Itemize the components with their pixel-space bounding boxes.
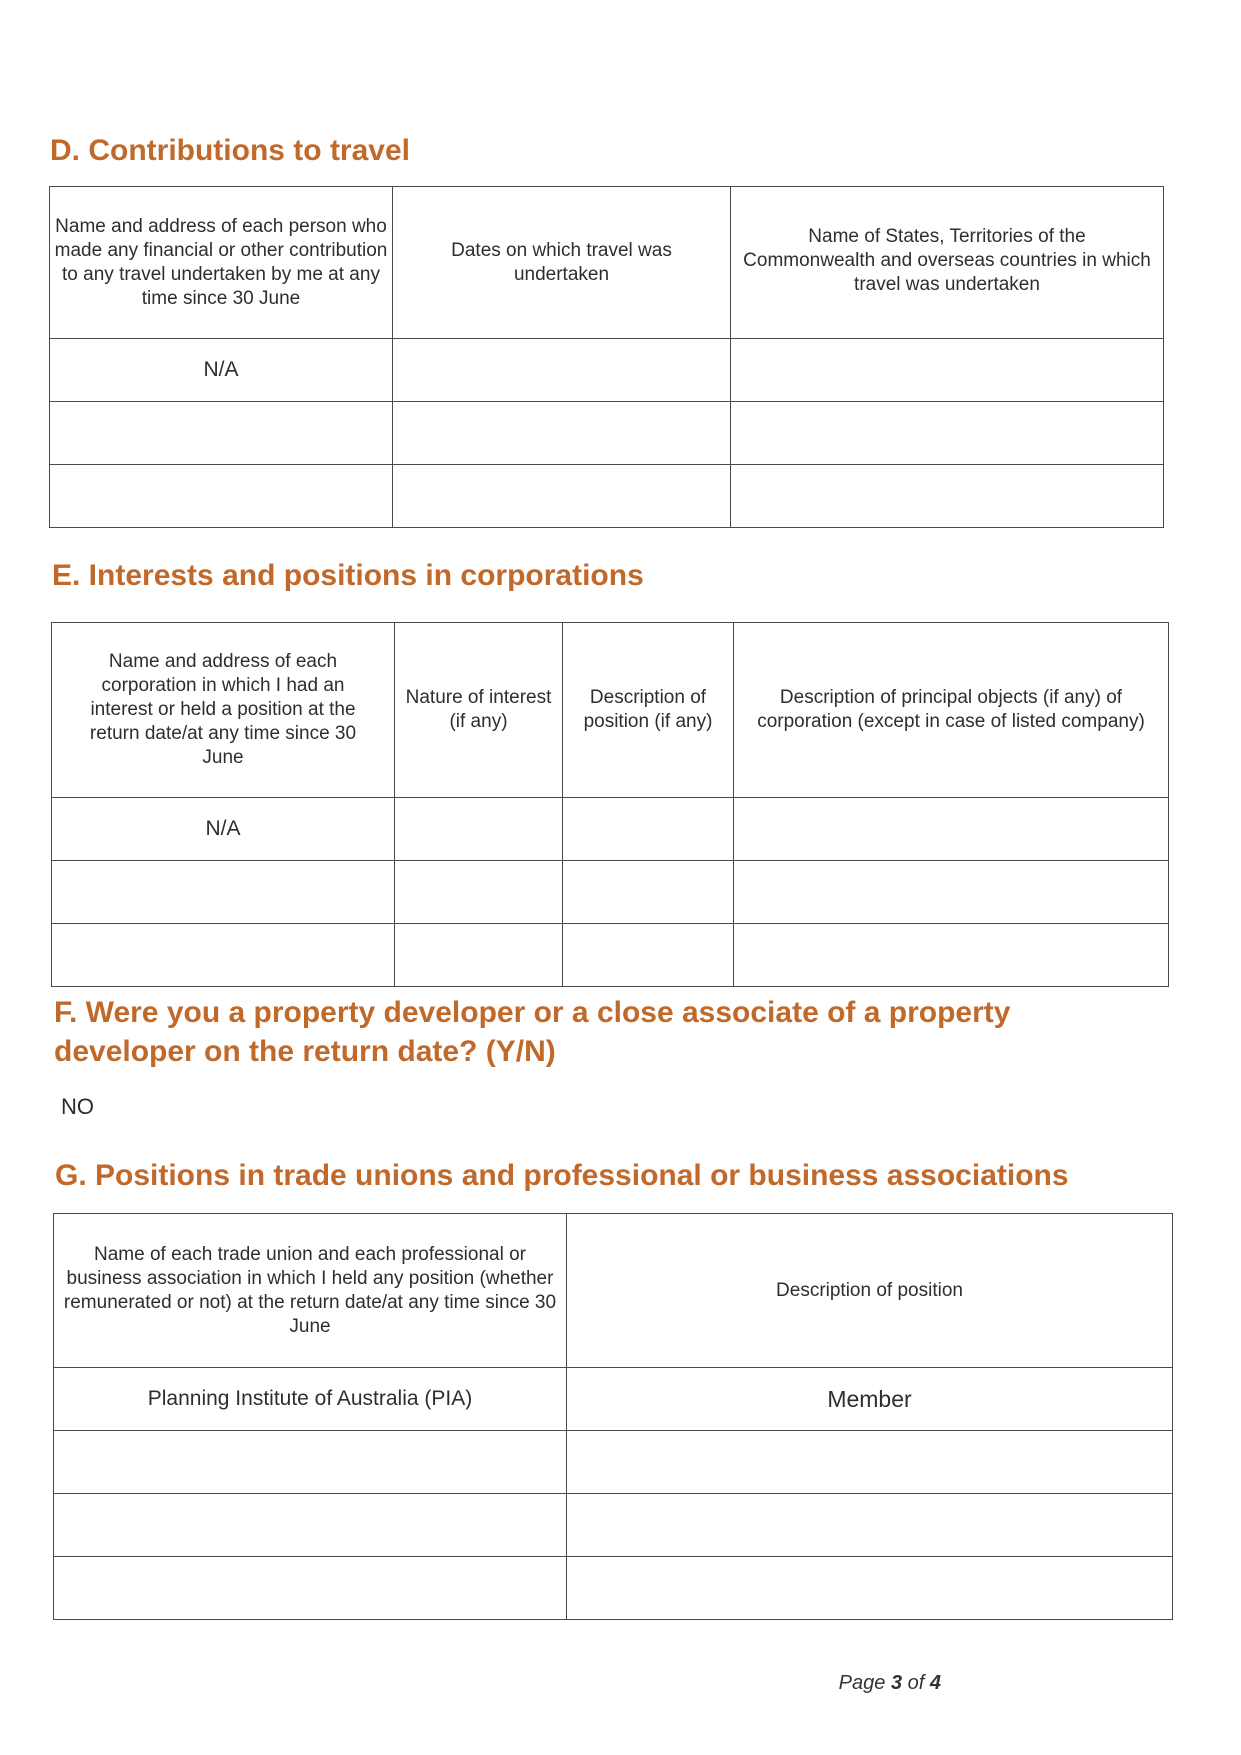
table-cell [54,1431,567,1494]
page-number [839,1672,941,1695]
table-cell [52,861,395,924]
section-g-title: G. Positions in trade unions and professional or business associations [55,1159,1069,1192]
corporation-interests-table [51,622,1169,987]
table-cell [734,798,1169,861]
table-cell [567,1494,1173,1557]
page-total: 4 [929,1672,941,1694]
section-d-title: D. Contributions to travel [50,134,410,167]
table-cell [54,1557,567,1620]
table-cell: Member [567,1368,1173,1431]
table-cell [563,861,734,924]
column-header-position: Description of position (if any) [563,623,734,798]
page-label: Page [838,1672,886,1694]
column-header-principal-objects: Description of principal objects (if any) of corporation (except in case of listed company) [734,623,1169,798]
section-f-title: F. Were you a property developer or a close associate of a property developer on the return date? (Y/N) [54,996,1011,1068]
table-cell [50,465,393,528]
table-cell [393,402,731,465]
table-cell [393,339,731,402]
table-cell [734,924,1169,987]
column-header-travel-locations: Name of States, Territories of the Commonwealth and overseas countries in which travel was undertaken [731,187,1164,339]
table-cell [734,861,1169,924]
table-cell [731,402,1164,465]
column-header-association: Name of each trade union and each professional or business association in which I held any position (whether remunerated or not) at the return date/at any time since 30 June [54,1214,567,1368]
column-header-corporation: Name and address of each corporation in which I had an interest or held a position at the return date/at any time since 30 June [52,623,395,798]
table-cell [395,924,563,987]
column-header-contributor: Name and address of each person who made any financial or other contribution to any travel undertaken by me at any time since 30 June [50,187,393,339]
table-cell: Planning Institute of Australia (PIA) [54,1368,567,1431]
travel-contributions-table [49,186,1164,528]
table-cell [563,798,734,861]
section-e-title: E. Interests and positions in corporations [52,559,644,592]
table-cell [567,1557,1173,1620]
table-cell [563,924,734,987]
table-cell [52,924,395,987]
table-cell: N/A [50,339,393,402]
table-cell: N/A [52,798,395,861]
trade-union-positions-table [53,1213,1173,1620]
table-cell [731,465,1164,528]
column-header-interest-nature: Nature of interest (if any) [395,623,563,798]
table-cell [393,465,731,528]
table-cell [395,861,563,924]
table-cell [50,402,393,465]
table-cell [731,339,1164,402]
page-of: of [907,1672,925,1694]
column-header-position-description: Description of position [567,1214,1173,1368]
table-cell [54,1494,567,1557]
page-current: 3 [890,1672,903,1694]
property-developer-answer: NO [61,1094,94,1119]
column-header-travel-dates: Dates on which travel was undertaken [393,187,731,339]
table-cell [395,798,563,861]
table-cell [567,1431,1173,1494]
